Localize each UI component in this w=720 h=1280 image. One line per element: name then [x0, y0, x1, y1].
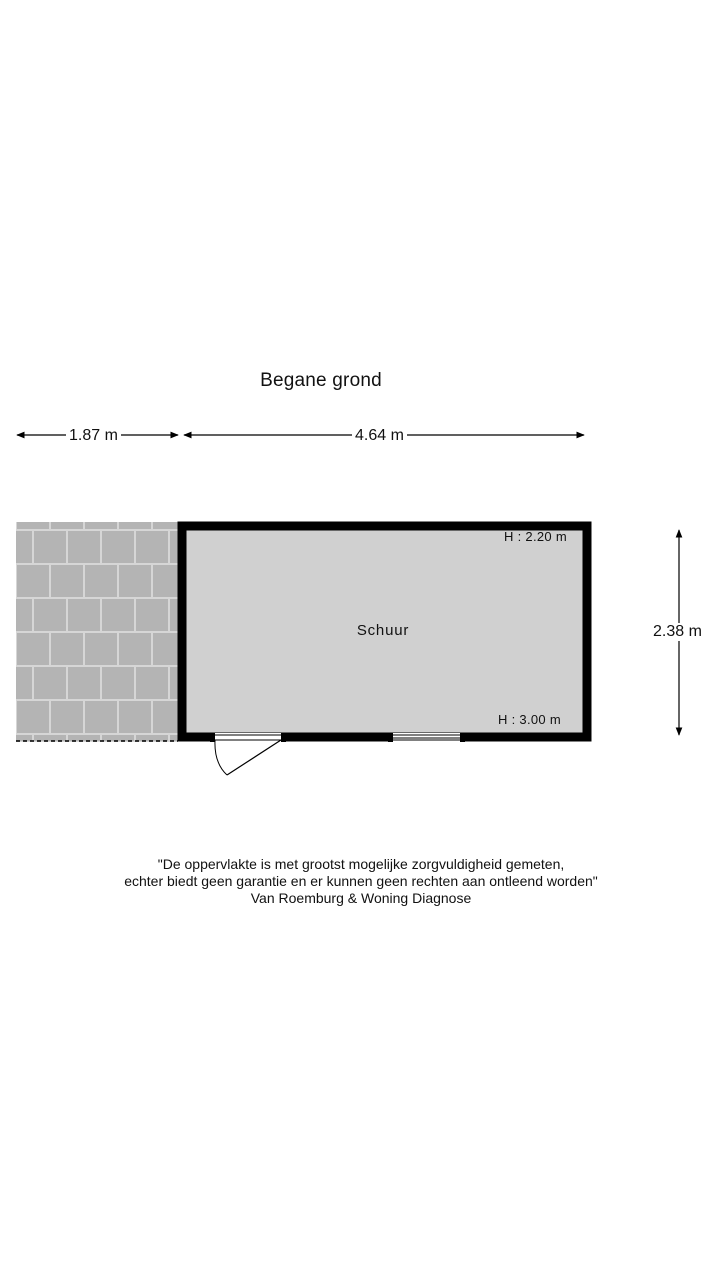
width-main-label: 4.64 m	[352, 427, 407, 445]
window	[388, 733, 465, 742]
paving-tile	[51, 497, 83, 529]
paving-area	[0, 497, 202, 767]
paving-tile	[34, 531, 66, 563]
paving-tile	[119, 701, 151, 733]
paving-tile	[51, 633, 83, 665]
paving-tile	[136, 531, 168, 563]
disclaimer-line-1: "De oppervlakte is met grootst mogelijke zorgvuldigheid gemeten,	[157, 856, 565, 872]
paving-tile	[136, 599, 168, 631]
width-left-label: 1.87 m	[66, 427, 121, 445]
paving-tile	[34, 735, 66, 767]
door-swing-arc	[215, 740, 227, 775]
paving-tile	[51, 701, 83, 733]
paving-tile	[102, 599, 134, 631]
disclaimer-line-2: echter biedt geen garantie en er kunnen geen rechten aan ontleend worden"	[124, 873, 598, 889]
paving-tile	[68, 667, 100, 699]
paving-tile	[102, 735, 134, 767]
ceiling-height-top: H : 2.20 m	[504, 529, 567, 544]
paving-tile	[17, 633, 49, 665]
disclaimer	[0, 856, 720, 907]
paving-tile	[17, 565, 49, 597]
paving-tile	[34, 599, 66, 631]
paving-tile	[17, 701, 49, 733]
height-label: 2.38 m	[650, 623, 705, 641]
paving-tile	[119, 633, 151, 665]
paving-tile	[51, 565, 83, 597]
paving-tile	[68, 599, 100, 631]
paving-tile	[0, 667, 32, 699]
paving-tile	[17, 497, 49, 529]
room-name: Schuur	[356, 622, 410, 639]
paving-tile	[85, 565, 117, 597]
paving-tile	[68, 735, 100, 767]
paving-tile	[34, 667, 66, 699]
door-leaf	[227, 740, 281, 775]
disclaimer-line-3: Van Roemburg & Woning Diagnose	[250, 890, 472, 906]
paving-tile	[85, 701, 117, 733]
paving-tile	[0, 735, 32, 767]
floor-title: Begane grond	[260, 370, 382, 391]
paving-tile	[85, 633, 117, 665]
paving-tile	[0, 531, 32, 563]
paving-tile	[136, 735, 168, 767]
paving-tile	[119, 497, 151, 529]
paving-tile	[102, 531, 134, 563]
paving-tile	[68, 531, 100, 563]
paving-tile	[102, 667, 134, 699]
ceiling-height-bottom: H : 3.00 m	[498, 712, 561, 727]
paving-tile	[119, 565, 151, 597]
paving-tile	[136, 667, 168, 699]
paving-tile	[0, 599, 32, 631]
paving-tile	[85, 497, 117, 529]
door	[210, 733, 286, 775]
